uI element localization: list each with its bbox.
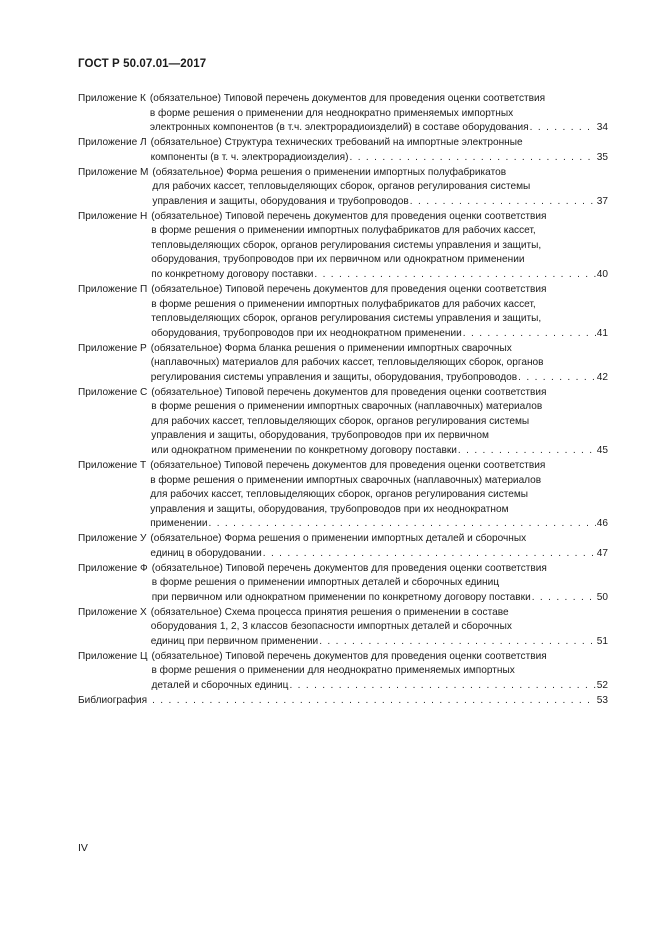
dot-leader: [458, 444, 596, 459]
toc-page-number[interactable]: 47: [596, 547, 608, 559]
dot-leader: [314, 268, 595, 283]
toc-entry-last-line: [151, 268, 608, 283]
toc-entry-description: [146, 92, 608, 136]
toc-page-number[interactable]: 45: [596, 445, 608, 457]
toc-entry-label: Приложение С: [78, 386, 148, 398]
dot-leader: [152, 694, 596, 709]
toc-entry-line: для рабочих кассет, тепловыделяющих сборок, органов регулирования системы: [152, 181, 531, 193]
toc-entry-last-line: [151, 444, 608, 459]
toc-entry-line: (обязательное) Форма решения о применении импортных полуфабрикатов: [152, 166, 507, 178]
toc-page-number[interactable]: 40: [596, 269, 608, 281]
toc-entry-label: Приложение К: [78, 93, 146, 104]
toc-entry-line: (обязательное) Типовой перечень документов для проведения оценки соответствия: [151, 650, 547, 662]
toc-page-number[interactable]: 41: [596, 327, 608, 339]
toc-entry-description: [147, 650, 608, 694]
dot-leader: [319, 635, 596, 650]
toc-page-number[interactable]: 42: [596, 371, 608, 383]
toc-entry[interactable]: [78, 694, 608, 709]
toc-entry-line: регулирования системы управления и защиты, оборудования, трубопроводов: [150, 371, 518, 383]
toc-entry[interactable]: [78, 562, 608, 606]
toc-entry-description: [148, 562, 608, 606]
toc-entry-line: (обязательное) Типовой перечень документов для проведения оценки соответствия: [151, 210, 547, 222]
toc-entry[interactable]: [78, 342, 608, 386]
dot-leader: [518, 371, 596, 386]
dot-leader: [463, 327, 596, 342]
dot-leader: [532, 591, 596, 606]
toc-entry-line: в форме решения о применении импортных сварочных (наплавочных) материалов: [151, 401, 543, 413]
toc-page-number[interactable]: 53: [596, 694, 608, 706]
toc-entry-last-line: [152, 591, 608, 606]
toc-entry-label: Библиография: [78, 694, 148, 706]
toc-entry-description: [147, 606, 608, 650]
toc-page-number[interactable]: 52: [596, 680, 608, 692]
toc-entry[interactable]: [78, 283, 608, 341]
table-of-contents: [78, 92, 608, 709]
toc-entry-description: [146, 459, 608, 532]
toc-entry-description: [147, 283, 608, 341]
toc-page-number[interactable]: 46: [596, 518, 608, 530]
toc-entry-line: или однократном применении по конкретному договору поставки: [151, 445, 457, 457]
toc-entry-label: Приложение Ф: [78, 562, 148, 574]
toc-entry-line: при первичном или однократном применении по конкретному договору поставки: [151, 591, 531, 603]
toc-entry-line: оборудования, трубопроводов при их первичном или однократном применении: [151, 254, 525, 266]
toc-entry-label: Приложение Т: [78, 459, 147, 471]
dot-leader: [410, 195, 596, 210]
toc-page-number[interactable]: 35: [596, 151, 608, 163]
toc-entry-line: (обязательное) Форма решения о применении импортных деталей и сборочных: [150, 533, 527, 545]
toc-entry[interactable]: [78, 650, 608, 694]
toc-entry-line: в форме решения о применении импортных полуфабрикатов для рабочих кассет,: [151, 298, 536, 310]
toc-entry[interactable]: [78, 136, 608, 165]
toc-entry-line: оборудования 1, 2, 3 классов безопасности импортных деталей и сборочных: [150, 621, 512, 633]
toc-entry-line: по конкретному договору поставки: [151, 269, 314, 281]
toc-entry-line: управления и защиты, оборудования и трубопроводов: [152, 195, 409, 207]
toc-entry-description: [147, 342, 608, 386]
toc-entry-line: единиц при первичном применении: [150, 635, 319, 647]
toc-entry-line: компоненты (в т. ч. электрорадиоизделия): [150, 151, 349, 163]
dot-leader: [350, 151, 596, 166]
toc-entry-line: (обязательное) Типовой перечень документов для проведения оценки соответствия: [151, 562, 547, 574]
toc-entry-description: [147, 210, 608, 283]
toc-entry-last-line: [151, 327, 608, 342]
toc-entry[interactable]: [78, 166, 608, 210]
toc-page-number[interactable]: 50: [596, 591, 608, 603]
toc-entry[interactable]: [78, 386, 608, 459]
toc-entry-line: (обязательное) Типовой перечень документов для проведения оценки соответствия: [149, 93, 546, 104]
toc-entry-line: управления и защиты, оборудования, трубопроводов при их неоднократном: [150, 503, 509, 515]
toc-entry-last-line: [151, 679, 608, 694]
toc-entry-line: оборудования, трубопроводов при их неоднократном применении: [151, 327, 462, 339]
dot-leader: [530, 121, 596, 136]
toc-entry-line: в форме решения о применении для неоднократно применяемых импортных: [149, 107, 514, 119]
toc-entry[interactable]: [78, 210, 608, 283]
toc-entry-line: (обязательное) Типовой перечень документов для проведения оценки соответствия: [150, 459, 546, 471]
toc-entry-last-line: [150, 121, 608, 136]
toc-entry-description: [147, 694, 608, 709]
toc-entry-line: (обязательное) Форма бланка решения о применении импортных сварочных: [150, 342, 512, 354]
toc-entry-label: Приложение Ц: [78, 650, 148, 662]
toc-entry-last-line: [150, 547, 608, 562]
toc-entry-line: единиц в оборудовании: [150, 547, 262, 559]
toc-entry-line: для рабочих кассет, тепловыделяющих сборок, органов регулирования системы: [150, 489, 529, 501]
toc-entry-description: [147, 386, 608, 459]
toc-entry-label: Приложение Н: [78, 210, 148, 222]
toc-entry-line: (наплавочных) материалов для рабочих кассет, тепловыделяющих сборок, органов: [150, 357, 544, 369]
toc-entry-label: Приложение М: [78, 166, 149, 178]
toc-page-number[interactable]: 34: [596, 122, 608, 134]
page-number: IV: [78, 842, 88, 854]
toc-entry-line: (обязательное) Схема процесса принятия решения о применении в составе: [150, 606, 509, 618]
toc-entry[interactable]: [78, 459, 608, 532]
toc-entry-line: электронных компонентов (в т.ч. электрорадиоизделий) в составе оборудования: [149, 122, 529, 134]
toc-entry-line: (обязательное) Структура технических требований на импортные электронные: [150, 137, 523, 149]
toc-entry-line: в форме решения о применении импортных полуфабрикатов для рабочих кассет,: [151, 225, 536, 237]
toc-entry[interactable]: [78, 606, 608, 650]
toc-entry-last-line: [151, 635, 608, 650]
toc-entry-label: Приложение У: [78, 533, 147, 545]
toc-entry-label: Приложение П: [78, 283, 148, 295]
toc-entry-label: Приложение Х: [78, 606, 147, 618]
toc-entry-description: [146, 532, 608, 561]
toc-entry-description: [148, 166, 608, 210]
toc-page-number[interactable]: 37: [596, 195, 608, 207]
toc-entry-label: Приложение Л: [78, 137, 147, 149]
toc-entry-line: для рабочих кассет, тепловыделяющих сборок, органов регулирования системы: [151, 415, 530, 427]
toc-entry-line: тепловыделяющих сборок, органов регулирования системы управления и защиты,: [151, 313, 542, 325]
dot-leader: [289, 679, 595, 694]
toc-entry[interactable]: [78, 532, 608, 561]
toc-entry-line: (обязательное) Типовой перечень документов для проведения оценки соответствия: [151, 386, 547, 398]
document-header: ГОСТ Р 50.07.01—2017: [78, 58, 207, 70]
toc-entry-label: Приложение Р: [78, 342, 147, 354]
toc-page-number[interactable]: 51: [596, 635, 608, 647]
toc-entry-line: (обязательное) Типовой перечень документов для проведения оценки соответствия: [151, 283, 547, 295]
toc-entry-description: [147, 136, 608, 165]
toc-entry[interactable]: [78, 92, 608, 136]
toc-entry-last-line: [150, 517, 608, 532]
toc-entry-line: в форме решения о применении импортных деталей и сборочных единиц: [151, 577, 500, 589]
toc-entry-line: в форме решения о применении импортных сварочных (наплавочных) материалов: [150, 474, 542, 486]
toc-entry-line: деталей и сборочных единиц: [151, 680, 289, 692]
dot-leader: [209, 517, 596, 532]
toc-entry-line: тепловыделяющих сборок, органов регулирования системы управления и защиты,: [151, 239, 542, 251]
toc-entry-line: применении: [150, 518, 208, 530]
toc-entry-last-line: [152, 195, 608, 210]
toc-entry-line: управления и защиты, оборудования, трубопроводов при их первичном: [151, 430, 489, 442]
toc-entry-last-line: [151, 371, 608, 386]
toc-entry-line: в форме решения о применении для неоднократно применяемых импортных: [151, 665, 515, 677]
toc-entry-last-line: [151, 694, 608, 709]
toc-entry-last-line: [151, 151, 608, 166]
dot-leader: [263, 547, 596, 562]
